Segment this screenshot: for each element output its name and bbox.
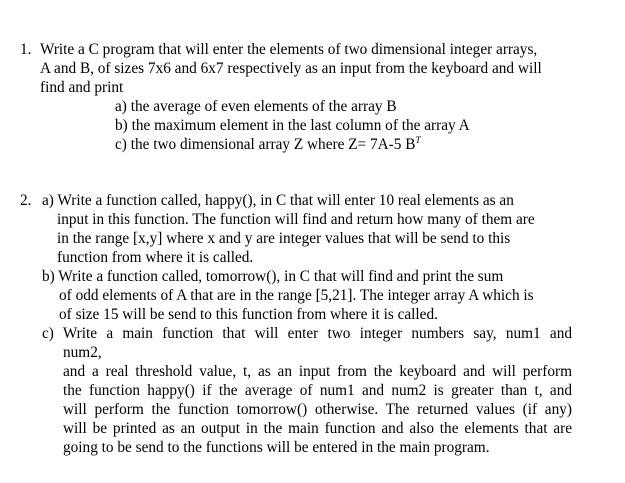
q1-intro-line-3: find and print bbox=[40, 79, 124, 96]
q2-part-b-line-2: of odd elements of A that are in the range [5,21]. The integer array A which is bbox=[59, 287, 534, 304]
q1-item-c bbox=[115, 136, 420, 154]
q2-part-c-line-3: and a real threshold value, t, as an input from the keyboard and will perform bbox=[63, 363, 572, 380]
q2-part-c-line-7: going to be send to the functions will be entered in the main program. bbox=[63, 439, 490, 456]
q2-part-c-line-4: the function happy() if the average of num1 and num2 is greater than t, and bbox=[63, 382, 572, 399]
q1-item-b: b) the maximum element in the last column of the array A bbox=[115, 117, 470, 134]
q2-part-b-line-3: of size 15 will be send to this function from where it is called. bbox=[59, 306, 438, 323]
q2-part-a-line-3: in the range [x,y] where x and y are integer values that will be send to this bbox=[57, 230, 511, 247]
q2-part-c-line-1: c) Write a main function that will enter two integer numbers say, num1 and bbox=[42, 325, 572, 342]
q1-intro-line-2: A and B, of sizes 7x6 and 6x7 respectively as an input from the keyboard and will bbox=[40, 60, 542, 77]
q2-part-b-line-1: b) Write a function called, tomorrow(), in C that will find and print the sum bbox=[42, 268, 504, 285]
q2-part-c-line-6: will be printed as an output in the main function and also the elements that are bbox=[63, 420, 572, 437]
q2-part-a-line-1: a) Write a function called, happy(), in C that will enter 10 real elements as an bbox=[42, 192, 514, 209]
q1-number: 1. bbox=[20, 41, 32, 58]
q2-part-a-line-4: function from where it is called. bbox=[57, 249, 254, 266]
q1-item-c-text: c) the two dimensional array Z where Z= 7A-5 B bbox=[115, 136, 416, 153]
q1-item-a: a) the average of even elements of the array B bbox=[115, 98, 397, 115]
q2-part-c-line-5: will perform the function tomorrow() otherwise. The returned values (if any) bbox=[63, 401, 572, 418]
q2-part-c-line-2: num2, bbox=[63, 344, 102, 361]
transpose-superscript: T bbox=[415, 135, 421, 145]
q1-intro-line-1: Write a C program that will enter the elements of two dimensional integer arrays, bbox=[40, 41, 538, 58]
q2-number: 2. bbox=[20, 192, 32, 209]
q2-part-a-line-2: input in this function. The function will find and return how many of them are bbox=[57, 211, 535, 228]
